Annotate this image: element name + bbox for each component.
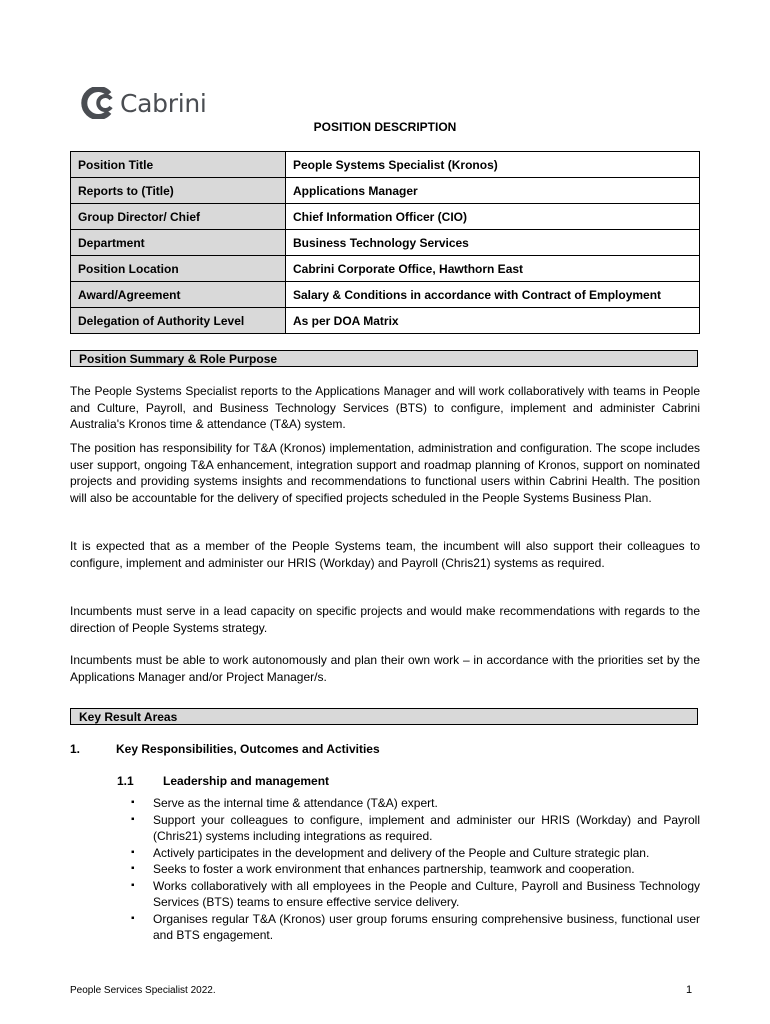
list-item: ▪ Serve as the internal time & attendance (T&A) expert. [131,795,700,812]
summary-heading: Position Summary & Role Purpose [70,350,698,367]
row-value: Applications Manager [286,178,700,204]
section-1-1-number: 1.1 [117,774,134,788]
section-1-title: Key Responsibilities, Outcomes and Activities [116,742,380,756]
row-value: Cabrini Corporate Office, Hawthorn East [286,256,700,282]
list-item: ▪ Seeks to foster a work environment that enhances partnership, teamwork and cooperation. [131,861,700,878]
row-label: Position Title [71,152,286,178]
row-value: Business Technology Services [286,230,700,256]
row-label: Reports to (Title) [71,178,286,204]
list-item: ▪ Support your colleagues to configure, implement and administer our HRIS (Workday) and Payroll (Chris21) systems including integrations as required. [131,812,700,845]
responsibilities-list [131,795,700,944]
list-item: ▪ Actively participates in the development and delivery of the People and Culture strategic plan. [131,845,700,862]
row-label: Delegation of Authority Level [71,308,286,334]
table-row [71,308,700,334]
row-value: As per DOA Matrix [286,308,700,334]
document-title: POSITION DESCRIPTION [313,120,457,134]
footer-text: People Services Specialist 2022. [70,985,216,996]
summary-paragraph-1: The People Systems Specialist reports to the Applications Manager and will work collaboratively with teams in People and Culture, Payroll, and Business Technology Services (BTS) to configure, implement and administer Cabrini Australia's Kronos time & attendance (T&A) system. [70,384,700,431]
table-row [71,178,700,204]
section-1-1-title: Leadership and management [163,774,330,788]
table-row [71,282,700,308]
summary-paragraph-3: It is expected that as a member of the People Systems team, the incumbent will also support their colleagues to configure, implement and administer our HRIS (Workday) and Payroll (Chris21) systems as required. [70,539,700,570]
row-value: Salary & Conditions in accordance with Contract of Employment [286,282,700,308]
section-1-heading [70,742,380,756]
logo-text: Cabrini [120,88,207,118]
summary-paragraph-2: The position has responsibility for T&A (Kronos) implementation, administration and configuration. The scope includes user support, ongoing T&A enhancement, integration support and roadmap planning of Kronos, support on nominated projects and providing systems insights and recommendations to functional users within Cabrini Health. The position will also be accountable for the delivery of specified projects scheduled in the People Systems Business Plan. [70,441,700,505]
section-1-1-heading [117,774,329,788]
section-1-number: 1. [70,742,81,756]
table-row [71,152,700,178]
table-row [71,204,700,230]
page-number: 1 [686,984,693,996]
summary-paragraph-5: Incumbents must be able to work autonomously and plan their own work – in accordance with the priorities set by the Applications Manager and/or Project Manager/s. [70,653,700,684]
cabrini-logo [78,86,207,120]
row-label: Position Location [71,256,286,282]
position-info-table [70,151,700,334]
kra-heading: Key Result Areas [70,708,698,725]
list-item: ▪ Organises regular T&A (Kronos) user group forums ensuring comprehensive business, functional user and BTS engagement. [131,911,700,944]
summary-paragraph-4: Incumbents must serve in a lead capacity on specific projects and would make recommendations with regards to the direction of People Systems strategy. [70,604,700,635]
cabrini-logo-icon [78,87,116,119]
table-row [71,256,700,282]
row-label: Department [71,230,286,256]
table-row [71,230,700,256]
row-value: Chief Information Officer (CIO) [286,204,700,230]
row-label: Award/Agreement [71,282,286,308]
row-value: People Systems Specialist (Kronos) [286,152,700,178]
row-label: Group Director/ Chief [71,204,286,230]
list-item: ▪ Works collaboratively with all employees in the People and Culture, Payroll and Business Technology Services (BTS) teams to ensure effective service delivery. [131,878,700,911]
